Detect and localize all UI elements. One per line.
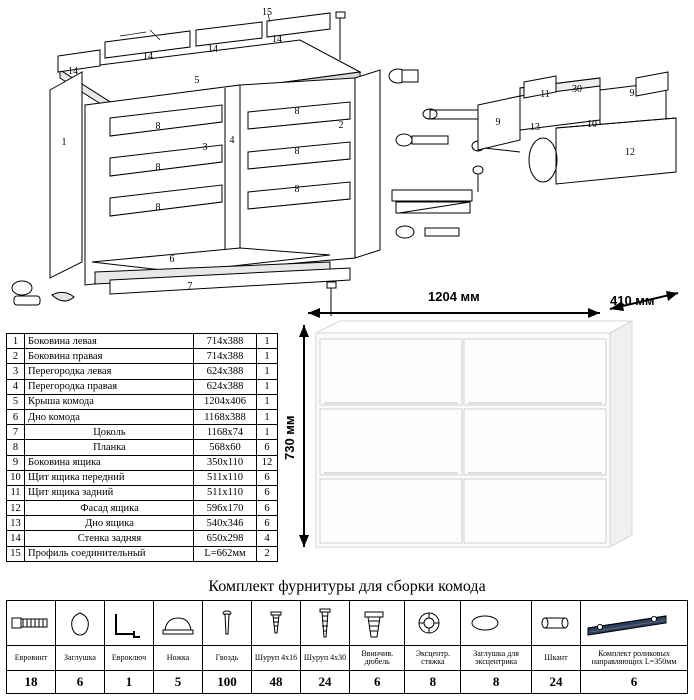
svg-text:13: 13	[530, 122, 540, 133]
svg-text:9: 9	[495, 117, 501, 128]
hardware-section-title: Комплект фурнитуры для сборки комода	[208, 578, 486, 595]
hardware-kit-table	[6, 600, 688, 694]
part-name: Стенка задняя	[25, 531, 194, 546]
svg-text:1: 1	[61, 137, 67, 148]
part-quantity: 1	[257, 394, 278, 409]
part-name: Щит ящика задний	[25, 485, 194, 500]
part-number: 13	[7, 516, 25, 531]
cap-icon	[56, 601, 105, 646]
hardware-item-name: Евроключ	[105, 646, 154, 671]
svg-text:14: 14	[272, 34, 282, 45]
part-quantity: 6	[257, 516, 278, 531]
hardware-item-count: 1	[105, 671, 154, 694]
part-quantity: 1	[257, 364, 278, 379]
hardware-item-count: 100	[203, 671, 252, 694]
part-number: 9	[7, 455, 25, 470]
svg-text:6: 6	[169, 254, 175, 265]
part-dimension: 714х388	[194, 334, 257, 349]
parts-list-table	[6, 333, 278, 562]
height-dimension-label: 730 мм	[282, 415, 297, 460]
hardware-item-name: Шуруп 4х16	[252, 646, 301, 671]
table-row	[7, 364, 278, 379]
part-dimension: 624х388	[194, 364, 257, 379]
hardware-item-name: Гвоздь	[203, 646, 252, 671]
part-quantity: 4	[257, 531, 278, 546]
table-row	[7, 455, 278, 470]
svg-text:12: 12	[625, 147, 635, 158]
part-number: 11	[7, 485, 25, 500]
part-dimension: 540х346	[194, 516, 257, 531]
part-quantity: 6	[257, 501, 278, 516]
hardware-item-count: 8	[461, 671, 532, 694]
depth-dimension-label: 410 мм	[610, 293, 655, 308]
part-name: Планка	[25, 440, 194, 455]
part-number: 15	[7, 546, 25, 561]
part-name: Дно ящика	[25, 516, 194, 531]
hardware-item-name: Заглушка для эксцентрика	[461, 646, 532, 671]
hardware-item-count: 6	[56, 671, 105, 694]
hardware-item-name: Ножка	[154, 646, 203, 671]
svg-text:8: 8	[155, 121, 161, 132]
part-dimension: 596х170	[194, 501, 257, 516]
part-number: 10	[7, 470, 25, 485]
part-quantity: 6	[257, 485, 278, 500]
svg-text:14: 14	[143, 51, 153, 62]
svg-text:9: 9	[629, 88, 635, 99]
screw-4x16-icon	[252, 601, 301, 646]
part-name: Перегородка левая	[25, 364, 194, 379]
svg-text:8: 8	[294, 184, 300, 195]
part-number: 5	[7, 394, 25, 409]
part-quantity: 1	[257, 349, 278, 364]
width-dimension-label: 1204 мм	[428, 289, 480, 304]
screw-4x30-icon	[301, 601, 350, 646]
part-number: 12	[7, 501, 25, 516]
part-number: 4	[7, 379, 25, 394]
svg-text:2: 2	[338, 120, 344, 131]
table-row	[7, 394, 278, 409]
svg-text:11: 11	[540, 89, 550, 100]
part-name: Цоколь	[25, 425, 194, 440]
part-name: Крыша комода	[25, 394, 194, 409]
part-name: Боковина правая	[25, 349, 194, 364]
table-row	[7, 531, 278, 546]
svg-text:5: 5	[194, 75, 200, 86]
table-row	[7, 546, 278, 561]
part-quantity: 1	[257, 379, 278, 394]
part-number: 6	[7, 409, 25, 424]
hardware-item-count: 5	[154, 671, 203, 694]
table-row	[7, 425, 278, 440]
hardware-item-name: Евровинт	[7, 646, 56, 671]
cam-cover-icon	[461, 601, 532, 646]
part-quantity: 1	[257, 334, 278, 349]
table-row	[7, 409, 278, 424]
euro-screw-icon	[7, 601, 56, 646]
part-dimension: 1168х388	[194, 409, 257, 424]
hardware-item-name: Комплект роликовых направляющих L=350мм	[581, 646, 688, 671]
svg-text:14: 14	[208, 44, 218, 55]
part-dimension: 624х388	[194, 379, 257, 394]
table-row	[7, 334, 278, 349]
part-number: 14	[7, 531, 25, 546]
hardware-item-count: 6	[581, 671, 688, 694]
part-quantity: 2	[257, 546, 278, 561]
part-name: Щит ящика передний	[25, 470, 194, 485]
screw-in-dowel-icon	[350, 601, 405, 646]
svg-text:14: 14	[68, 66, 78, 77]
part-dimension: 511х110	[194, 485, 257, 500]
part-name: Боковина ящика	[25, 455, 194, 470]
hardware-item-count: 24	[531, 671, 580, 694]
leg-icon	[154, 601, 203, 646]
svg-text:7: 7	[187, 281, 193, 292]
svg-text:15: 15	[262, 7, 272, 18]
slide-rail-icon	[581, 601, 688, 646]
table-row	[7, 485, 278, 500]
dowel-icon	[531, 601, 580, 646]
hardware-item-name: Эксцентр. стяжка	[405, 646, 461, 671]
hardware-item-name: Шкант	[531, 646, 580, 671]
part-name: Боковина левая	[25, 334, 194, 349]
part-number: 7	[7, 425, 25, 440]
part-dimension: L=662мм	[194, 546, 257, 561]
part-number: 2	[7, 349, 25, 364]
nail-icon	[203, 601, 252, 646]
svg-text:8: 8	[155, 162, 161, 173]
svg-text:8: 8	[294, 106, 300, 117]
part-dimension: 568х60	[194, 440, 257, 455]
part-dimension: 714х388	[194, 349, 257, 364]
hardware-item-count: 18	[7, 671, 56, 694]
part-dimension: 350х110	[194, 455, 257, 470]
part-number: 3	[7, 364, 25, 379]
part-name: Профиль соединительный	[25, 546, 194, 561]
hardware-item-count: 6	[350, 671, 405, 694]
part-quantity: 12	[257, 455, 278, 470]
svg-text:8: 8	[155, 202, 161, 213]
table-row	[7, 501, 278, 516]
table-row	[7, 379, 278, 394]
part-quantity: 6	[257, 440, 278, 455]
part-dimension: 1204х406	[194, 394, 257, 409]
part-quantity: 6	[257, 470, 278, 485]
part-name: Дно комода	[25, 409, 194, 424]
product-dimension-figure	[280, 285, 692, 570]
table-row	[7, 470, 278, 485]
svg-text:4: 4	[229, 135, 235, 146]
hardware-item-name: Заглушка	[56, 646, 105, 671]
cam-lock-icon	[405, 601, 461, 646]
hardware-item-name: Ввинчив. дюбель	[350, 646, 405, 671]
table-row	[7, 516, 278, 531]
part-number: 1	[7, 334, 25, 349]
part-name: Фасад ящика	[25, 501, 194, 516]
exploded-assembly-diagram	[0, 0, 694, 330]
svg-text:8: 8	[294, 146, 300, 157]
hardware-item-name: Шуруп 4х30	[301, 646, 350, 671]
svg-text:30: 30	[572, 84, 582, 95]
part-number: 8	[7, 440, 25, 455]
svg-text:3: 3	[202, 142, 208, 153]
part-quantity: 1	[257, 425, 278, 440]
part-dimension: 650х298	[194, 531, 257, 546]
hardware-item-count: 8	[405, 671, 461, 694]
svg-text:10: 10	[587, 119, 597, 130]
euro-key-icon	[105, 601, 154, 646]
part-name: Перегородка правая	[25, 379, 194, 394]
part-dimension: 1168х74	[194, 425, 257, 440]
hardware-item-count: 48	[252, 671, 301, 694]
hardware-item-count: 24	[301, 671, 350, 694]
table-row	[7, 349, 278, 364]
table-row	[7, 440, 278, 455]
part-quantity: 1	[257, 409, 278, 424]
part-dimension: 511х110	[194, 470, 257, 485]
